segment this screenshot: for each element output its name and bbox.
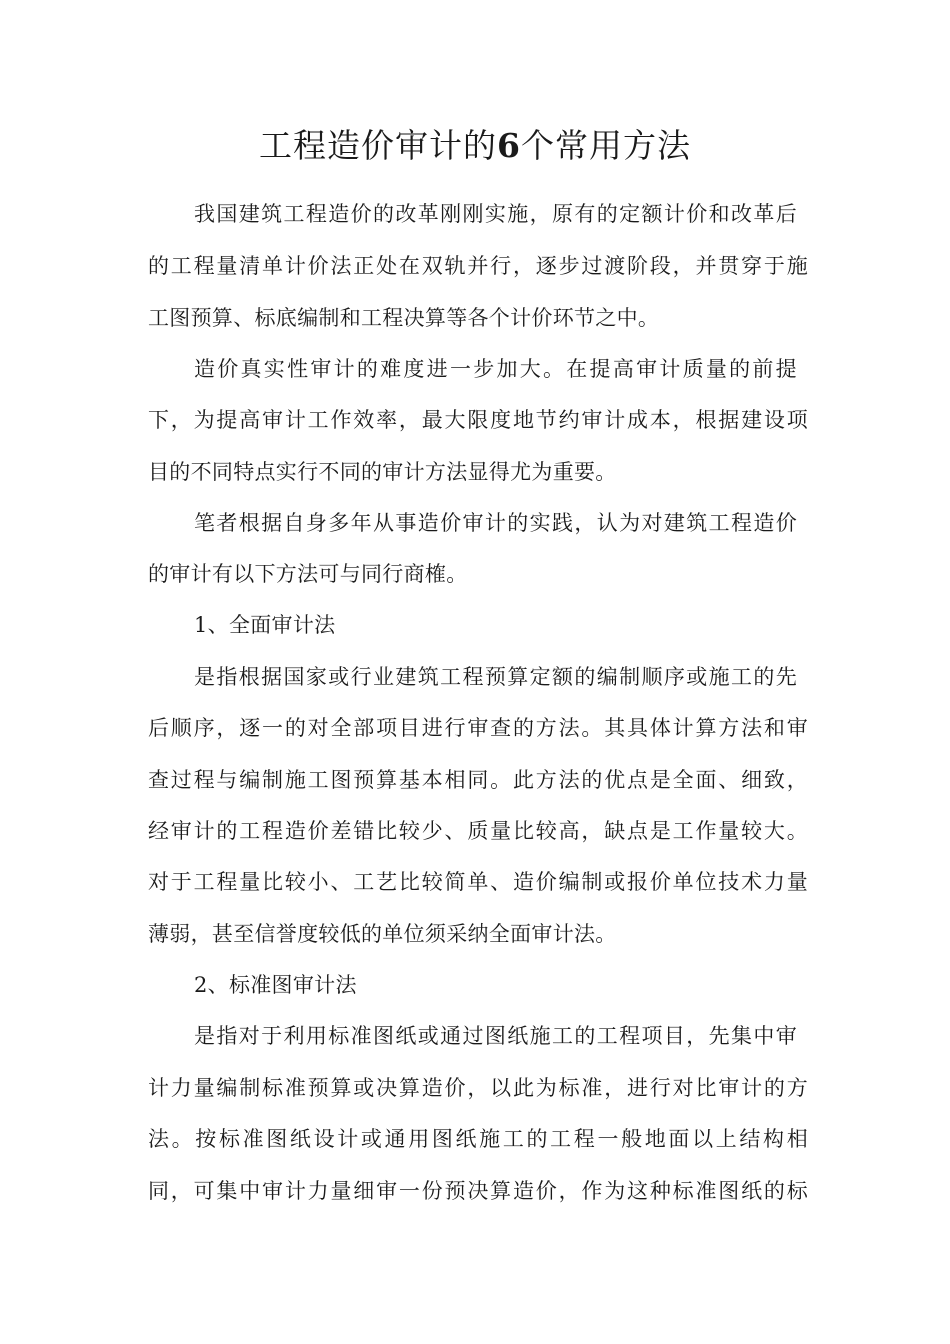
paragraph-line: 对于工程量比较小、工艺比较简单、造价编制或报价单位技术力量	[148, 870, 808, 894]
paragraph-line: 是指根据国家或行业建筑工程预算定额的编制顺序或施工的先	[194, 665, 797, 689]
paragraph-line: 薄弱，甚至信誉度较低的单位须采纳全面审计法。	[148, 922, 617, 946]
paragraph-line: 的审计有以下方法可与同行商榷。	[148, 562, 468, 586]
paragraph-line: 工图预算、标底编制和工程决算等各个计价环节之中。	[148, 306, 660, 330]
paragraph-line: 的工程量清单计价法正处在双轨并行，逐步过渡阶段，并贯穿于施	[148, 254, 808, 278]
paragraph-line: 经审计的工程造价差错比较少、质量比较高，缺点是工作量较大。	[148, 819, 808, 843]
paragraph-line: 法。按标准图纸设计或通用图纸施工的工程一般地面以上结构相	[148, 1127, 808, 1151]
paragraph-line: 查过程与编制施工图预算基本相同。此方法的优点是全面、细致，	[148, 768, 808, 792]
section-heading: 1、全面审计法	[194, 613, 336, 637]
paragraph-line: 笔者根据自身多年从事造价审计的实践，认为对建筑工程造价	[194, 511, 797, 535]
paragraph-line: 同，可集中审计力量细审一份预决算造价，作为这种标准图纸的标	[148, 1179, 808, 1203]
paragraph-line: 计力量编制标准预算或决算造价，以此为标准，进行对比审计的方	[148, 1076, 808, 1100]
paragraph-line: 下，为提高审计工作效率，最大限度地节约审计成本，根据建设项	[148, 408, 808, 432]
document-title	[0, 120, 950, 172]
paragraph-line: 造价真实性审计的难度进一步加大。在提高审计质量的前提	[194, 357, 797, 381]
title-number: 6	[497, 126, 521, 165]
paragraph-line: 后顺序，逐一的对全部项目进行审查的方法。其具体计算方法和审	[148, 716, 808, 740]
title-text-part1: 工程造价审计的	[259, 126, 498, 165]
section-heading: 2、标准图审计法	[194, 973, 357, 997]
paragraph-line: 目的不同特点实行不同的审计方法显得尤为重要。	[148, 460, 617, 484]
paragraph-line: 是指对于利用标准图纸或通过图纸施工的工程项目，先集中审	[194, 1024, 797, 1048]
title-text-part2: 个常用方法	[520, 126, 691, 165]
paragraph-line: 我国建筑工程造价的改革刚刚实施，原有的定额计价和改革后	[194, 202, 797, 226]
